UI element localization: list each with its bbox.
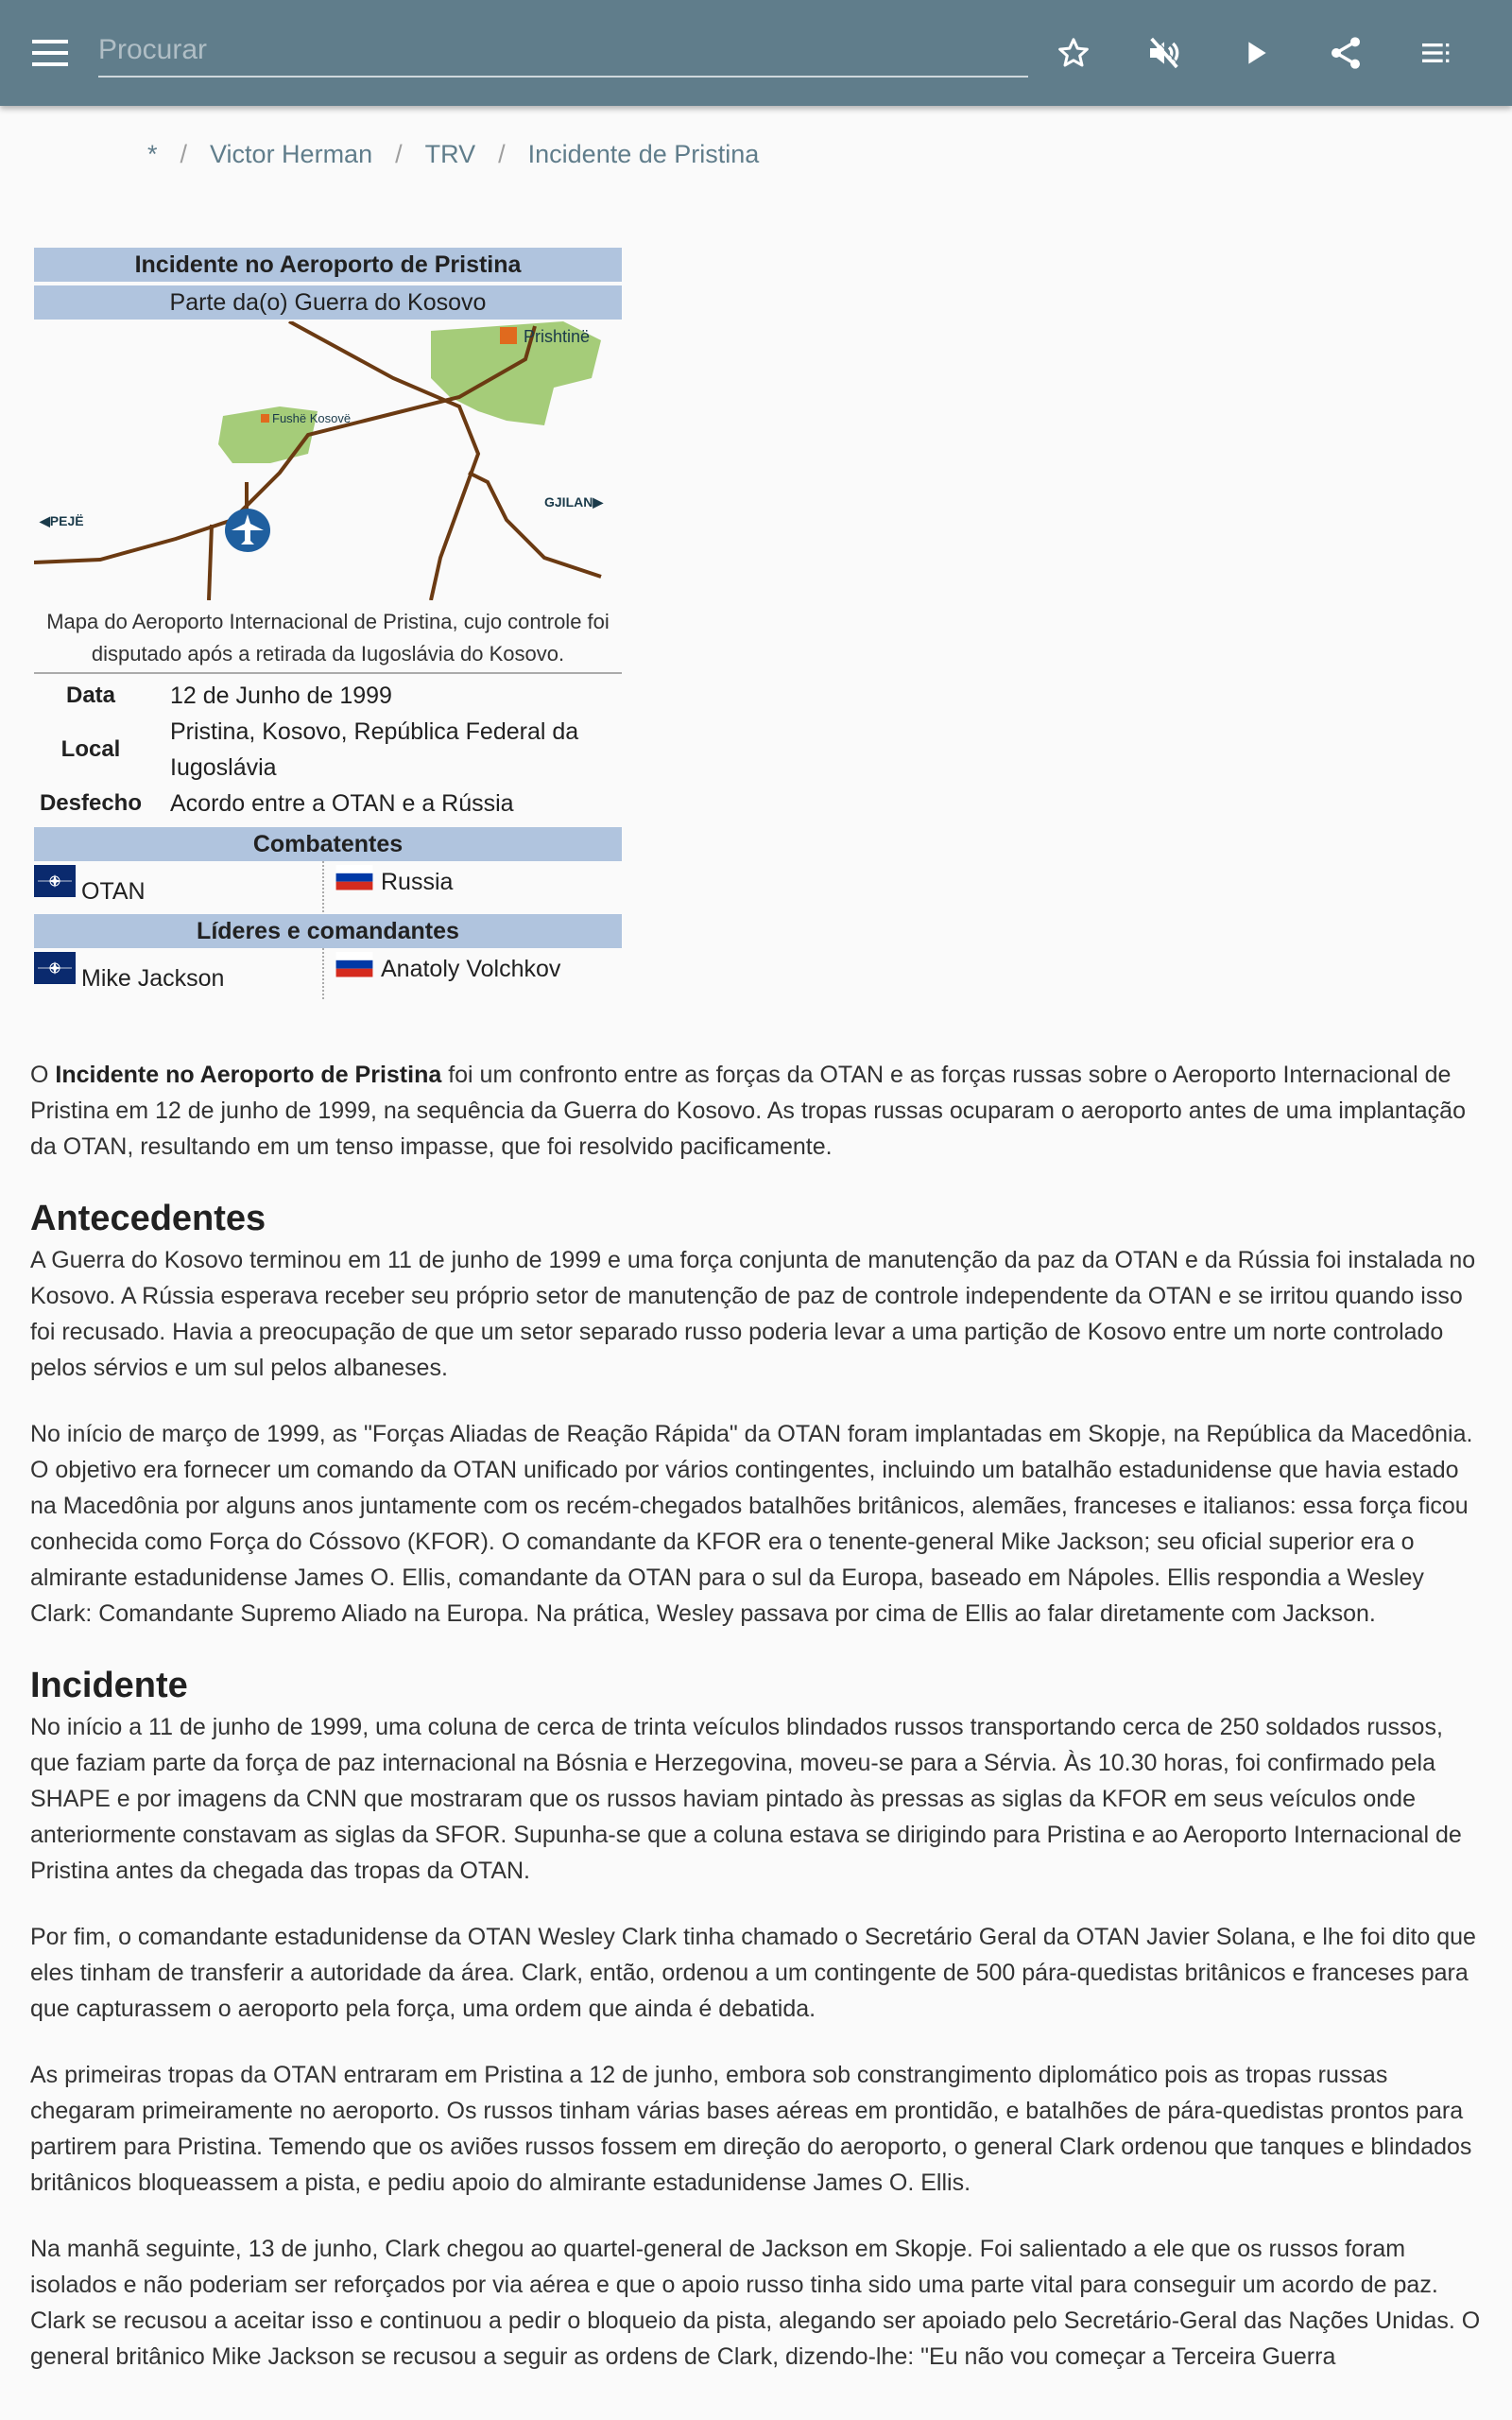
paragraph: A Guerra do Kosovo terminou em 11 de junho de 1999 e uma força conjunta de manutenção da paz da OTAN e da Rússia foi instalada no Kosovo. A Rússia esperava receber seu próprio setor de manutenção de paz de controle independente da OTAN e se irritou quando isso foi recusado. Havia a preocupação de que um setor separado russo poderia levar a uma partição de Kosovo entre um norte controlado pelos sérvios e um sul pelos albaneses.	[30, 1247, 1476, 1381]
row-value: Acordo entre a OTAN e a Rússia	[170, 790, 514, 817]
infobox-subtitle[interactable]: Parte da(o) Guerra do Kosovo	[34, 285, 622, 320]
svg-text:◀PEJË: ◀PEJË	[40, 513, 84, 528]
breadcrumb-item-current[interactable]: Incidente de Pristina	[527, 140, 760, 168]
heading-antecedentes: Antecedentes	[30, 1199, 266, 1238]
row-label: Data	[65, 683, 116, 708]
leader-russia[interactable]: Anatoly Volchkov	[381, 956, 561, 982]
breadcrumb-separator: /	[180, 140, 188, 168]
paragraph: No início de março de 1999, as "Forças Aliadas de Reação Rápida" da OTAN foram implantadas em Skopje, na República da Macedônia. O objetivo era fornecer um comando da OTAN unificado por vários contingentes, incluindo um batalhão estadunidense que havia estado na Macedônia por alguns anos juntamente com os recém-chegados batalhões britânicos, alemães, franceses e italianos: essa força ficou conhecida como Força do Cóssovo (KFOR). O comandante da KFOR era o tenente-general Mike Jackson; seu oficial superior era o almirante estadunidense James O. Ellis, comandante da OTAN para o sul da Europa, baseado em Nápoles. Ellis respondia a Wesley Clark: Comandante Supremo Aliado na Europa. Na prática, Wesley passava por cima de Ellis ao falar diretamente com Jackson.	[30, 1421, 1473, 1627]
leader-nato[interactable]: Mike Jackson	[81, 965, 225, 992]
nato-flag-icon	[34, 952, 76, 984]
row-label: Desfecho	[39, 790, 143, 816]
star-icon	[1055, 34, 1092, 72]
map-graphic	[34, 321, 622, 600]
share-button[interactable]	[1323, 30, 1368, 76]
airport-map-image[interactable]	[34, 321, 622, 600]
breadcrumb-separator: /	[498, 140, 506, 168]
paragraph: As primeiras tropas da OTAN entraram em Pristina a 12 de junho, embora sob constrangimento diplomático pois as tropas russas chegaram primeiramente no aeroporto. Os russos tinham várias bases aéreas em prontidão, e batalhões de pára-quedistas prontos para partirem para Pristina. Temendo que os aviões russos fossem em direção do aeroporto, o general Clark ordenou que tanques e blindados britânicos bloqueassem a pista, e pediu apoio do almirante estadunidense James O. Ellis.	[30, 2062, 1472, 2196]
combatant-nato[interactable]: OTAN	[81, 878, 146, 905]
menu-button[interactable]	[32, 38, 70, 68]
breadcrumb-item-trv[interactable]: TRV	[424, 140, 476, 168]
playlist-icon	[1418, 34, 1455, 72]
heading-incidente: Incidente	[30, 1666, 188, 1705]
paragraph: Na manhã seguinte, 13 de junho, Clark chegou ao quartel-general de Jackson em Skopje. Foi salientado a ele que os russos foram isolados e não poderiam ser reforçados por via aérea e que o apoio russo tinha sido uma parte vital para conseguir um acordo de paz. Clark se recusou a aceitar isso e continuou a pedir o bloqueio da pista, alegando ser apoiado pelo Secretário-Geral das Nações Unidas. O general britânico Mike Jackson se recusou a seguir as ordens de Clark, dizendo-lhe: "Eu não vou começar a Terceira Guerra	[30, 2236, 1481, 2370]
russia-flag-icon	[334, 952, 375, 980]
menu-icon	[32, 38, 70, 68]
svg-text:Fushë Kosovë: Fushë Kosovë	[272, 411, 352, 425]
search-input[interactable]	[98, 25, 1028, 76]
infobox	[34, 248, 622, 999]
share-icon	[1327, 34, 1365, 72]
leaders-row	[34, 948, 622, 999]
breadcrumb-separator: /	[395, 140, 403, 168]
combatant-russia[interactable]: Russia	[381, 869, 454, 895]
app-bar	[0, 0, 1512, 106]
paragraph: No início a 11 de junho de 1999, uma coluna de cerca de trinta veículos blindados russos transportando cerca de 250 soldados russos, que faziam parte da força de paz internacional na Bósnia e Herzegovina, moveu-se para a Sérvia. Às 10.30 horas, foi confirmado pela SHAPE e por imagens da CNN que mostraram que os russos haviam pintado às pressas as siglas da KFOR em seus veículos onde anteriormente constavam as siglas da SFOR. Supunha-se que a coluna estava se dirigindo para Pristina e ao Aeroporto Internacional de Pristina antes da chegada das tropas da OTAN.	[30, 1714, 1462, 1884]
paragraph: Por fim, o comandante estadunidense da OTAN Wesley Clark tinha chamado o Secretário Geral da OTAN Javier Solana, e lhe foi dito que eles tinham de transferir a autoridade da área. Clark, então, ordenou a um contingente de 500 pára-quedistas britânicos e franceses para que capturassem o aeroporto pela força, uma ordem que ainda é debatida.	[30, 1924, 1476, 2022]
play-button[interactable]	[1232, 30, 1278, 76]
volume-off-icon	[1145, 34, 1183, 72]
infobox-title: Incidente no Aeroporto de Pristina	[34, 248, 622, 282]
russia-flag-icon	[334, 865, 375, 893]
map-caption: Mapa do Aeroporto Internacional de Pristina, cujo controle foi disputado após a retirada da Iugoslávia do Kosovo.	[34, 600, 622, 674]
article-body	[30, 1057, 1486, 2405]
breadcrumb	[147, 140, 759, 169]
article-subject: Incidente no Aeroporto de Pristina	[55, 1062, 442, 1088]
intro-paragraph: O Incidente no Aeroporto de Pristina foi um confronto entre as forças da OTAN e as forças russas sobre o Aeroporto Internacional de Pristina em 12 de junho de 1999, na sequência da Guerra do Kosovo. As tropas russas ocuparam o aeroporto antes de uma implantação da OTAN, resultando em um tenso impasse, que foi resolvido pacificamente.	[30, 1062, 1466, 1160]
breadcrumb-item-victor-herman[interactable]: Victor Herman	[210, 140, 373, 168]
search-field[interactable]	[98, 25, 1028, 78]
infobox-row-date	[34, 678, 622, 714]
svg-text:Prishtinë: Prishtinë	[524, 327, 591, 346]
play-icon	[1236, 34, 1274, 72]
row-value: 12 de Junho de 1999	[170, 683, 392, 709]
combatants-header: Combatentes	[34, 827, 622, 861]
bookmark-button[interactable]	[1051, 30, 1096, 76]
mute-button[interactable]	[1142, 30, 1187, 76]
infobox-row-outcome	[34, 786, 622, 821]
row-label: Local	[60, 736, 121, 762]
contents-button[interactable]	[1414, 30, 1459, 76]
row-value[interactable]: Pristina, Kosovo, República Federal da Iugoslávia	[170, 718, 579, 781]
svg-text:GJILAN▶: GJILAN▶	[544, 494, 604, 510]
leaders-header: Líderes e comandantes	[34, 914, 622, 948]
airport-icon	[225, 509, 270, 552]
breadcrumb-home[interactable]: *	[147, 140, 158, 168]
combatants-row	[34, 861, 622, 912]
infobox-row-location	[34, 714, 622, 786]
nato-flag-icon	[34, 865, 76, 897]
